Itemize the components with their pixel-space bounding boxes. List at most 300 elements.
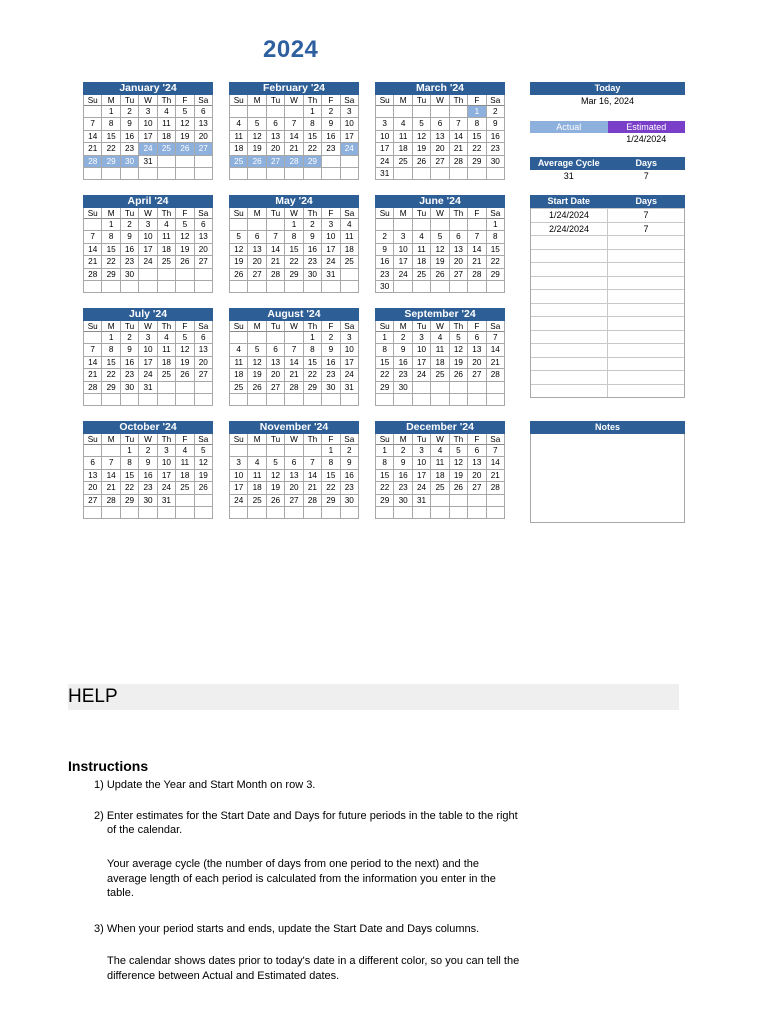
day-cell — [322, 281, 340, 293]
day-cell: 9 — [394, 457, 412, 469]
day-cell: 21 — [285, 369, 303, 381]
day-cell — [158, 281, 176, 293]
day-cell: 2 — [341, 445, 359, 457]
month-title: December '24 — [375, 421, 505, 434]
table-row[interactable] — [531, 289, 684, 303]
day-cell: 16 — [487, 131, 505, 143]
table-cell[interactable] — [608, 304, 684, 317]
month-title: August '24 — [229, 308, 359, 321]
day-cell: 10 — [230, 470, 248, 482]
year-title[interactable]: 2024 — [263, 36, 319, 63]
today-header: Today — [530, 82, 685, 95]
day-cell: 20 — [248, 256, 266, 268]
table-cell[interactable] — [608, 344, 684, 357]
day-cell: 28 — [487, 482, 505, 494]
day-cell: 18 — [413, 256, 431, 268]
day-cell: 2 — [322, 106, 340, 118]
day-cell: 10 — [341, 344, 359, 356]
day-cell: 25 — [158, 143, 176, 155]
table-row[interactable] — [531, 330, 684, 344]
day-cell — [394, 507, 412, 519]
table-row[interactable] — [531, 276, 684, 290]
day-cell: 31 — [322, 269, 340, 281]
weekday-label: Tu — [121, 208, 139, 219]
month-september — [375, 308, 505, 406]
day-cell: 25 — [248, 495, 266, 507]
day-cell: 5 — [431, 231, 449, 243]
day-cell: 12 — [267, 470, 285, 482]
day-cell — [84, 394, 102, 406]
day-cell: 25 — [431, 369, 449, 381]
day-cell: 29 — [376, 382, 394, 394]
day-cell — [139, 394, 157, 406]
day-cell: 17 — [139, 244, 157, 256]
month-grid — [375, 208, 505, 293]
weekday-label: Su — [84, 95, 102, 106]
day-cell — [230, 219, 248, 231]
day-cell: 28 — [304, 495, 322, 507]
month-title: June '24 — [375, 195, 505, 208]
day-cell — [176, 507, 194, 519]
day-cell: 2 — [487, 106, 505, 118]
day-cell: 9 — [121, 231, 139, 243]
day-cell: 10 — [376, 131, 394, 143]
day-cell: 26 — [450, 482, 468, 494]
month-title: October '24 — [83, 421, 213, 434]
table-cell[interactable] — [531, 358, 608, 371]
day-cell: 20 — [450, 256, 468, 268]
day-cell: 4 — [176, 445, 194, 457]
day-cell — [450, 219, 468, 231]
day-cell — [102, 281, 120, 293]
day-cell: 16 — [394, 470, 412, 482]
table-cell[interactable] — [608, 263, 684, 276]
weekday-label: F — [176, 208, 194, 219]
day-cell: 17 — [413, 357, 431, 369]
day-cell: 19 — [450, 357, 468, 369]
day-cell: 9 — [341, 457, 359, 469]
day-cell: 24 — [158, 482, 176, 494]
instruction-step-3-detail-1: The calendar shows dates prior to today's date in a different color, so you can tell the — [107, 955, 520, 967]
day-cell: 25 — [176, 482, 194, 494]
day-cell: 1 — [487, 219, 505, 231]
day-cell: 21 — [267, 256, 285, 268]
day-cell: 28 — [285, 382, 303, 394]
day-cell: 18 — [431, 357, 449, 369]
day-cell: 7 — [285, 344, 303, 356]
weekday-label: Sa — [341, 321, 359, 332]
day-cell: 30 — [121, 156, 139, 168]
day-cell: 20 — [468, 470, 486, 482]
weekday-label: Su — [376, 208, 394, 219]
day-cell — [230, 445, 248, 457]
month-grid — [83, 95, 213, 180]
day-cell — [322, 507, 340, 519]
weekday-label: M — [394, 321, 412, 332]
day-cell: 27 — [468, 369, 486, 381]
weekday-label: F — [322, 321, 340, 332]
day-cell: 30 — [376, 281, 394, 293]
day-cell: 20 — [195, 357, 213, 369]
day-cell: 27 — [248, 269, 266, 281]
day-cell: 22 — [487, 256, 505, 268]
day-cell — [450, 106, 468, 118]
day-cell — [195, 394, 213, 406]
day-cell: 4 — [413, 231, 431, 243]
weekday-label: F — [468, 95, 486, 106]
table-cell[interactable]: 1/24/2024 — [531, 209, 608, 222]
day-cell — [487, 382, 505, 394]
day-cell — [121, 507, 139, 519]
day-cell: 4 — [248, 457, 266, 469]
table-cell[interactable] — [608, 358, 684, 371]
day-cell: 27 — [195, 256, 213, 268]
day-cell: 5 — [248, 118, 266, 130]
table-cell[interactable] — [531, 290, 608, 303]
estimated-date[interactable]: 1/24/2024 — [626, 134, 667, 144]
day-cell: 25 — [413, 269, 431, 281]
table-cell[interactable] — [608, 371, 684, 384]
day-cell — [285, 281, 303, 293]
weekday-label: M — [102, 321, 120, 332]
day-cell: 18 — [158, 131, 176, 143]
instruction-step-2: 2) Enter estimates for the Start Date and Days for future periods in the table to the right — [94, 810, 518, 822]
day-cell — [431, 281, 449, 293]
periods-table — [530, 195, 685, 398]
day-cell: 19 — [176, 357, 194, 369]
weekday-label: Th — [450, 95, 468, 106]
day-cell: 5 — [195, 445, 213, 457]
table-cell[interactable] — [608, 331, 684, 344]
day-cell — [176, 281, 194, 293]
table-cell[interactable] — [531, 277, 608, 290]
day-cell: 29 — [304, 382, 322, 394]
day-cell: 24 — [139, 143, 157, 155]
weekday-label: Th — [450, 434, 468, 445]
day-cell — [468, 168, 486, 180]
day-cell: 30 — [341, 495, 359, 507]
table-row[interactable] — [531, 343, 684, 357]
day-cell: 4 — [341, 219, 359, 231]
day-cell: 3 — [413, 332, 431, 344]
day-cell — [267, 507, 285, 519]
day-cell: 6 — [195, 219, 213, 231]
table-cell[interactable] — [531, 385, 608, 398]
day-cell — [248, 281, 266, 293]
day-cell: 27 — [468, 482, 486, 494]
table-cell[interactable] — [608, 317, 684, 330]
day-cell — [341, 394, 359, 406]
weekday-label: Sa — [487, 321, 505, 332]
weekday-label: M — [248, 321, 266, 332]
day-cell: 26 — [267, 495, 285, 507]
weekday-label: Th — [158, 434, 176, 445]
day-cell — [431, 382, 449, 394]
day-cell: 12 — [176, 118, 194, 130]
day-cell: 21 — [487, 470, 505, 482]
day-cell: 20 — [195, 131, 213, 143]
table-row[interactable] — [531, 316, 684, 330]
day-cell: 31 — [413, 495, 431, 507]
weekday-label: Sa — [195, 434, 213, 445]
day-cell: 3 — [139, 106, 157, 118]
day-cell: 12 — [413, 131, 431, 143]
day-cell: 8 — [487, 231, 505, 243]
notes-area[interactable] — [530, 434, 685, 523]
table-row[interactable] — [531, 235, 684, 249]
day-cell — [176, 156, 194, 168]
day-cell: 17 — [139, 357, 157, 369]
day-cell: 23 — [322, 143, 340, 155]
table-row[interactable] — [531, 208, 684, 222]
day-cell — [195, 495, 213, 507]
day-cell — [195, 382, 213, 394]
day-cell: 28 — [285, 156, 303, 168]
day-cell: 23 — [304, 256, 322, 268]
table-cell[interactable] — [531, 304, 608, 317]
day-cell: 19 — [248, 143, 266, 155]
day-cell: 10 — [341, 118, 359, 130]
day-cell: 30 — [121, 269, 139, 281]
day-cell: 17 — [413, 470, 431, 482]
day-cell: 1 — [102, 219, 120, 231]
table-cell[interactable]: 2/24/2024 — [531, 223, 608, 236]
table-cell[interactable] — [531, 331, 608, 344]
day-cell: 8 — [285, 231, 303, 243]
weekday-label: Tu — [413, 95, 431, 106]
weekday-label: Sa — [341, 208, 359, 219]
table-row[interactable] — [531, 357, 684, 371]
day-cell: 22 — [121, 482, 139, 494]
day-cell: 5 — [413, 118, 431, 130]
weekday-label: F — [322, 434, 340, 445]
table-row[interactable] — [531, 249, 684, 263]
day-cell — [158, 168, 176, 180]
table-row[interactable] — [531, 222, 684, 236]
day-cell: 5 — [450, 332, 468, 344]
day-cell: 15 — [322, 470, 340, 482]
day-cell: 20 — [285, 482, 303, 494]
day-cell — [285, 332, 303, 344]
month-title: September '24 — [375, 308, 505, 321]
today-value: Mar 16, 2024 — [580, 96, 635, 106]
day-cell — [285, 168, 303, 180]
day-cell: 5 — [176, 106, 194, 118]
day-cell: 30 — [121, 382, 139, 394]
day-cell — [230, 281, 248, 293]
table-cell[interactable] — [608, 290, 684, 303]
weekday-label: Su — [84, 208, 102, 219]
day-cell: 20 — [431, 143, 449, 155]
day-cell: 19 — [195, 470, 213, 482]
notes-header: Notes — [530, 421, 685, 434]
day-cell: 4 — [230, 118, 248, 130]
table-cell[interactable] — [531, 317, 608, 330]
month-april — [83, 195, 213, 293]
month-title: March '24 — [375, 82, 505, 95]
day-cell: 9 — [322, 118, 340, 130]
day-cell: 22 — [102, 256, 120, 268]
weekday-label: W — [431, 95, 449, 106]
weekday-label: Su — [230, 95, 248, 106]
day-cell — [176, 168, 194, 180]
day-cell: 4 — [158, 219, 176, 231]
table-cell[interactable] — [608, 236, 684, 249]
day-cell: 18 — [248, 482, 266, 494]
table-cell[interactable]: 7 — [643, 223, 649, 234]
day-cell: 2 — [376, 231, 394, 243]
table-cell[interactable] — [531, 371, 608, 384]
day-cell: 8 — [102, 118, 120, 130]
day-cell — [487, 168, 505, 180]
day-cell — [304, 445, 322, 457]
day-cell: 6 — [84, 457, 102, 469]
day-cell: 28 — [84, 156, 102, 168]
day-cell: 8 — [376, 457, 394, 469]
table-cell[interactable] — [531, 344, 608, 357]
day-cell: 6 — [431, 118, 449, 130]
day-cell: 23 — [487, 143, 505, 155]
day-cell — [285, 394, 303, 406]
month-grid — [83, 321, 213, 406]
weekday-label: M — [248, 434, 266, 445]
day-cell: 5 — [248, 344, 266, 356]
weekday-label: Th — [450, 321, 468, 332]
day-cell: 22 — [304, 369, 322, 381]
day-cell — [176, 394, 194, 406]
weekday-label: F — [468, 321, 486, 332]
table-cell[interactable] — [531, 250, 608, 263]
table-row[interactable] — [531, 384, 684, 398]
day-cell: 30 — [394, 382, 412, 394]
day-cell: 17 — [394, 256, 412, 268]
day-cell: 1 — [121, 445, 139, 457]
day-cell: 2 — [394, 445, 412, 457]
day-cell: 19 — [431, 256, 449, 268]
day-cell — [248, 168, 266, 180]
day-cell: 11 — [394, 131, 412, 143]
day-cell: 2 — [121, 106, 139, 118]
day-cell: 14 — [304, 470, 322, 482]
table-cell[interactable] — [608, 250, 684, 263]
day-cell: 25 — [158, 369, 176, 381]
month-grid — [229, 95, 359, 180]
day-cell: 29 — [121, 495, 139, 507]
day-cell: 19 — [176, 244, 194, 256]
weekday-label: Su — [376, 434, 394, 445]
day-cell: 9 — [139, 457, 157, 469]
day-cell: 10 — [394, 244, 412, 256]
weekday-label: Su — [230, 321, 248, 332]
day-cell — [158, 156, 176, 168]
day-cell: 18 — [176, 470, 194, 482]
weekday-label: M — [102, 208, 120, 219]
day-cell: 3 — [341, 332, 359, 344]
month-grid — [229, 434, 359, 519]
day-cell — [304, 168, 322, 180]
day-cell: 22 — [285, 256, 303, 268]
month-grid — [229, 208, 359, 293]
day-cell: 11 — [158, 118, 176, 130]
table-cell[interactable] — [608, 385, 684, 398]
weekday-label: F — [468, 434, 486, 445]
day-cell: 15 — [376, 357, 394, 369]
day-cell: 29 — [102, 269, 120, 281]
day-cell: 20 — [267, 369, 285, 381]
table-cell[interactable] — [608, 277, 684, 290]
day-cell: 14 — [450, 131, 468, 143]
table-row[interactable] — [531, 370, 684, 384]
day-cell: 28 — [487, 369, 505, 381]
day-cell — [102, 168, 120, 180]
table-cell[interactable] — [531, 236, 608, 249]
day-cell — [341, 156, 359, 168]
day-cell: 24 — [376, 156, 394, 168]
day-cell: 19 — [267, 482, 285, 494]
day-cell — [230, 507, 248, 519]
day-cell: 16 — [139, 470, 157, 482]
day-cell: 19 — [176, 131, 194, 143]
day-cell: 17 — [139, 131, 157, 143]
weekday-label: M — [248, 95, 266, 106]
day-cell: 2 — [304, 219, 322, 231]
day-cell: 13 — [248, 244, 266, 256]
month-grid — [375, 95, 505, 180]
weekday-label: M — [102, 95, 120, 106]
day-cell — [394, 394, 412, 406]
day-cell — [322, 394, 340, 406]
day-cell: 9 — [376, 244, 394, 256]
day-cell: 3 — [158, 445, 176, 457]
day-cell: 1 — [285, 219, 303, 231]
day-cell: 14 — [285, 131, 303, 143]
day-cell: 17 — [341, 357, 359, 369]
day-cell — [468, 219, 486, 231]
day-cell: 1 — [304, 106, 322, 118]
day-cell: 18 — [158, 244, 176, 256]
day-cell: 14 — [102, 470, 120, 482]
day-cell — [376, 507, 394, 519]
weekday-label: W — [139, 434, 157, 445]
day-cell: 30 — [487, 156, 505, 168]
day-cell: 22 — [468, 143, 486, 155]
day-cell: 7 — [102, 457, 120, 469]
day-cell: 10 — [139, 231, 157, 243]
day-cell — [304, 394, 322, 406]
day-cell: 28 — [468, 269, 486, 281]
day-cell: 28 — [267, 269, 285, 281]
day-cell: 8 — [304, 118, 322, 130]
month-grid — [83, 208, 213, 293]
month-july — [83, 308, 213, 406]
table-cell[interactable] — [531, 263, 608, 276]
day-cell — [431, 495, 449, 507]
day-cell: 28 — [102, 495, 120, 507]
day-cell: 3 — [322, 219, 340, 231]
day-cell: 13 — [450, 244, 468, 256]
day-cell — [158, 269, 176, 281]
days-header: Days — [608, 195, 686, 208]
table-cell[interactable]: 7 — [643, 210, 649, 220]
day-cell — [195, 281, 213, 293]
day-cell: 12 — [176, 344, 194, 356]
table-row[interactable] — [531, 262, 684, 276]
table-row[interactable] — [531, 303, 684, 317]
day-cell: 10 — [413, 344, 431, 356]
day-cell: 4 — [394, 118, 412, 130]
day-cell: 15 — [121, 470, 139, 482]
day-cell: 17 — [341, 131, 359, 143]
